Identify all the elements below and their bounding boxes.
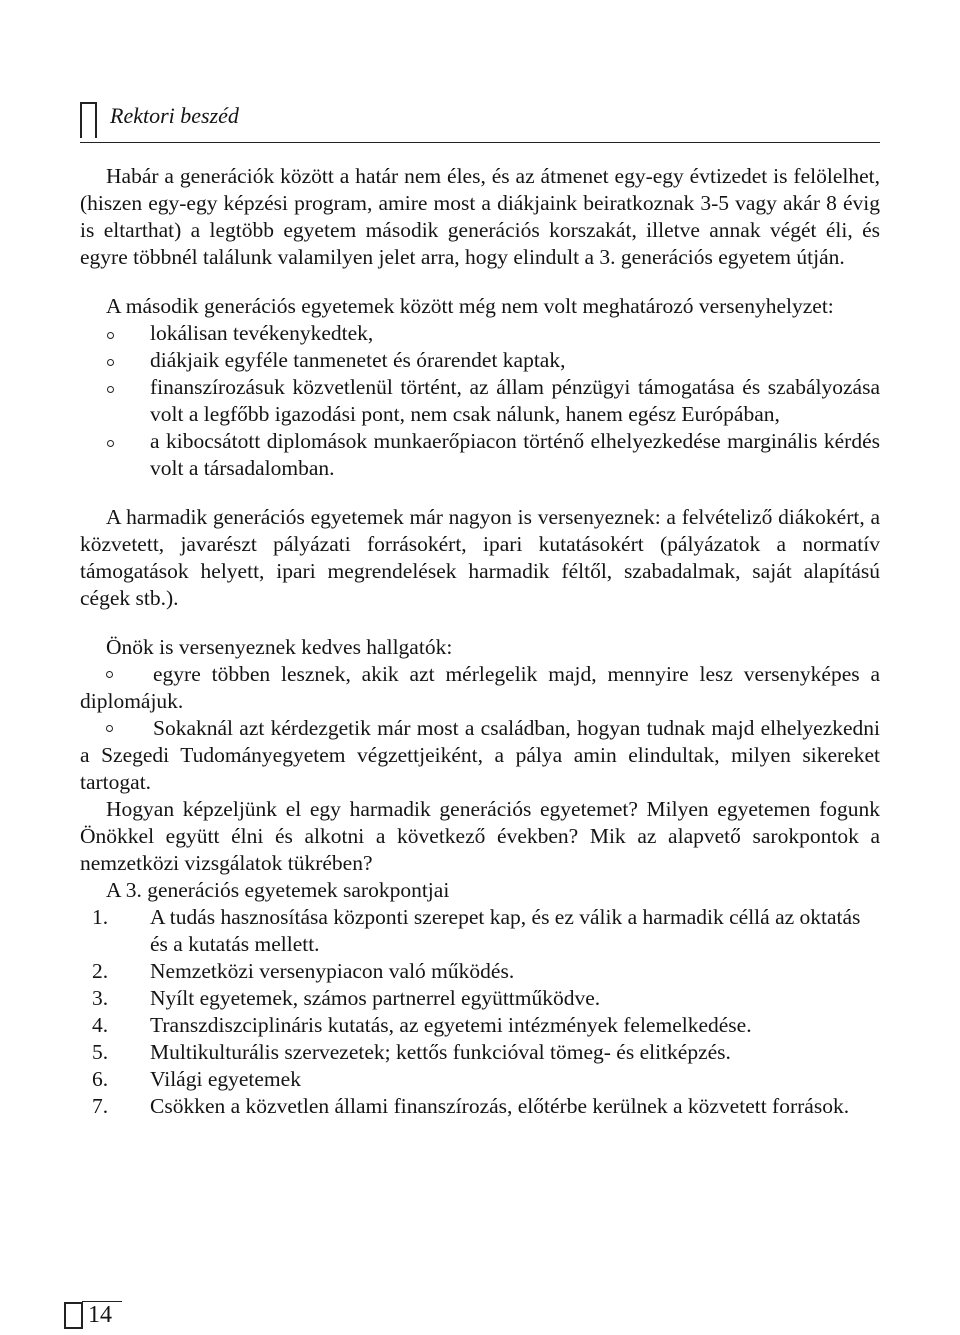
- item-text: Nyílt egyetemek, számos partnerrel együttműködve.: [150, 986, 601, 1010]
- item-number: 4.: [92, 1013, 109, 1037]
- cornerstones-list: [80, 904, 880, 1120]
- list-item: [80, 1012, 880, 1039]
- list-item: [80, 904, 880, 958]
- paragraph-students-intro: Önök is versenyeznek kedves hallgatók:: [106, 635, 453, 659]
- list-item: lokálisan tevékenykedtek,: [80, 320, 880, 347]
- item-number: 5.: [92, 1040, 109, 1064]
- list-item: [80, 958, 880, 985]
- header-rule: [80, 142, 880, 143]
- student-point-2: [80, 715, 880, 796]
- item-number: 6.: [92, 1067, 109, 1091]
- paragraph-third-gen-competition: A harmadik generációs egyetemek már nagyon is versenyeznek: a felvételiző diákokért, a közvetett, javarészt pályázati forrásokért, ipari kutatásokért (pályázatok a normatív támogatások helyett, ipari megrendelések harmadik féltől, szabadalmak, saját alapítású cégek stb.).: [80, 505, 880, 610]
- item-number: 2.: [92, 959, 109, 983]
- list-item: diákjaik egyféle tanmenetet és órarendet kaptak,: [80, 347, 880, 374]
- paragraph-second-gen-intro: A második generációs egyetemek között még nem volt meghatározó versenyhelyzet:: [106, 294, 834, 318]
- list-item: [80, 1039, 880, 1066]
- list-item: [80, 985, 880, 1012]
- speech-body: [80, 163, 880, 1120]
- section-title: Rektori beszéd: [110, 103, 239, 128]
- item-text: Csökken a közvetlen állami finanszírozás, előtérbe kerülnek a közvetett források.: [150, 1094, 850, 1118]
- list-item: finanszírozásuk közvetlenül történt, az állam pénzügyi támogatása és szabályozása volt a legfőbb igazodási pont, nem csak nálunk, hanem egész Európában,: [80, 374, 880, 428]
- student-point-2-text: Sokaknál azt kérdezgetik már most a családban, hogyan tudnak majd elhelyezkedni a Szegedi Tudományegyetem végzettjeiként, a pálya amin elindultak, milyen sikereket tartogat.: [80, 716, 880, 794]
- student-point-1: [80, 661, 880, 715]
- item-number: 7.: [92, 1094, 109, 1118]
- bullet-icon: [106, 725, 113, 732]
- bullet-icon: [106, 671, 113, 678]
- item-text: A tudás hasznosítása központi szerepet kap, és ez válik a harmadik céllá az oktatás és a kutatás mellett.: [150, 905, 861, 956]
- cornerstones-heading: A 3. generációs egyetemek sarokpontjai: [106, 878, 450, 902]
- paragraph-generations: Habár a generációk között a határ nem éles, és az átmenet egy-egy évtizedet is felölelhet, (hiszen egy-egy képzési program, amire most a diákjaink beiratkoznak 3-5 vagy akár 8 évig is eltarthat) a legtöbb egyetem második generációs korszakát, illetve annak végét éli, és egyre többnél találunk valamilyen jelet arra, hogy elindult a 3. generációs egyetem útján.: [80, 164, 880, 269]
- second-gen-list: [80, 320, 880, 482]
- item-number: 3.: [92, 986, 109, 1010]
- item-text: Multikulturális szervezetek; kettős funkcióval tömeg- és elitképzés.: [150, 1040, 731, 1064]
- page-header: [80, 98, 880, 146]
- footer-square-mark: [64, 1302, 83, 1329]
- list-item: [80, 1093, 880, 1120]
- paragraph-questions: Hogyan képzeljünk el egy harmadik generációs egyetemet? Milyen egyetemen fogunk Önökkel együtt élni és alkotni a következő években? Mik az alapvető sarokpontok a nemzetközi vizsgálatok tükrében?: [80, 797, 880, 875]
- header-square-mark: [80, 102, 97, 138]
- list-item: [80, 1066, 880, 1093]
- page-number: 14: [88, 1302, 112, 1328]
- item-text: Nemzetközi versenypiacon való működés.: [150, 959, 515, 983]
- item-text: Transzdiszciplináris kutatás, az egyetemi intézmények felemelkedése.: [150, 1013, 752, 1037]
- item-text: Világi egyetemek: [150, 1067, 301, 1091]
- list-item: a kibocsátott diplomások munkaerőpiacon történő elhelyezkedése marginális kérdés volt a társadalomban.: [80, 428, 880, 482]
- student-point-1-text: egyre többen lesznek, akik azt mérlegelik majd, mennyire lesz versenyképes a diplomájuk.: [80, 662, 880, 713]
- item-number: 1.: [92, 905, 109, 929]
